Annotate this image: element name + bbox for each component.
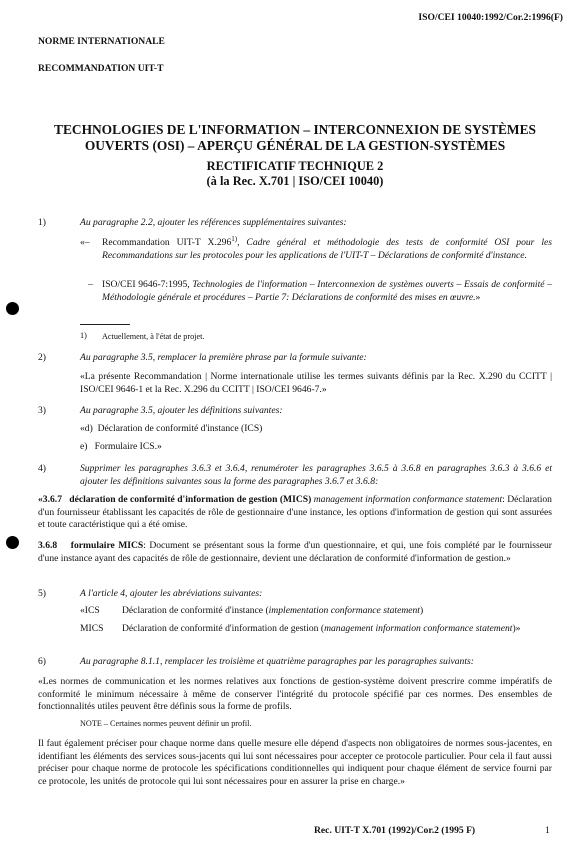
punch-hole <box>6 302 19 315</box>
footnote-number: 1) <box>80 331 87 340</box>
title-block <box>30 122 560 188</box>
abbreviation-mics-text: Déclaration de conformité d'information de gestion (management information conformance statement)» <box>122 623 521 634</box>
rectificatif-title: RECTIFICATIF TECHNIQUE 2 <box>206 159 384 173</box>
item-instruction: A l'article 4, ajouter les abréviations suivantes: <box>80 588 263 599</box>
item-instruction: Au paragraphe 3.5, ajouter les définitions suivantes: <box>80 405 283 416</box>
reference-iso9646-7: ISO/CEI 9646-7:1995, Technologies de l'information – Interconnexion de systèmes ouverts – Essais de conformité – Méthodologie générale et procédures – Partie 7: Déclarations de conformité des mises en œuvre.» <box>102 279 552 303</box>
recommandation-label: RECOMMANDATION UIT-T <box>38 63 164 74</box>
item-instruction: Supprimer les paragraphes 3.6.3 et 3.6.4, renuméroter les paragraphes 3.6.5 à 3.6.8 en paragraphes 3.6.3 à 3.6.6 et ajouter les définitions suivantes sous la forme des paragraphes 3.6.7 et 3.6.8: <box>80 463 552 487</box>
reference-x296: Recommandation UIT-T X.296$^{1)}$, Cadre général et méthodologie des tests de conformité OSI pour les Recommandations sur les protocoles pour les applications de l'UIT-T – Déclarations de conformité d'instance. <box>102 234 553 261</box>
abbreviation-ics-text: Déclaration de conformité d'instance (implementation conformance statement) <box>122 605 424 616</box>
item-number: 3) <box>38 405 46 416</box>
reference-dash: – <box>88 279 93 290</box>
item-number: 1) <box>38 217 46 228</box>
definition-e: e) Formulaire ICS.» <box>80 441 162 452</box>
paragraph-normes: «Les normes de communication et les normes relatives aux fonctions de gestion-système doivent prescrire comme impératifs de conformité le minimum nécessaire à même de conserver l'intégrité du protocole spécifié par ces normes. Des ensembles de fonctionnalités utiles peuvent être définis sous la forme de profils. <box>38 676 552 713</box>
title-line-2: OUVERTS (OSI) – APERÇU GÉNÉRAL DE LA GESTION-SYSTÈMES <box>84 137 506 153</box>
footnote-rule <box>80 324 130 325</box>
definition-d: «d) Déclaration de conformité d'instance (ICS) <box>80 423 263 434</box>
title-line-1: TECHNOLOGIES DE L'INFORMATION – INTERCONNEXION DE SYSTÈMES <box>54 122 536 137</box>
footer-reference: Rec. UIT-T X.701 (1992)/Cor.2 (1995 F) <box>314 825 476 836</box>
abbreviation-mics: MICS <box>80 623 104 634</box>
footnote-text: Actuellement, à l'état de projet. <box>102 332 205 341</box>
item-number: 2) <box>38 352 46 363</box>
item-number: 6) <box>38 656 46 667</box>
abbreviation-ics: «ICS <box>80 605 100 616</box>
paragraph-preciser: Il faut également préciser pour chaque norme dans quelle mesure elle dépend d'aspects non obligatoires de normes sous-jacentes, en identifiant les éléments des services sous-jacents qui lui sont nécessaires pour accepter ce protocole particulier. Pour cela il faut aussi préciser pour chaque norme de protocole les spécifications conditionnelles qui indiquent pour chaque élément de service fourni par ce protocole, les unités de protocole qui lui sont nécessaires pour en assurer la prise en charge.» <box>38 738 552 787</box>
rectificatif-reference: (à la Rec. X.701 | ISO/CEI 10040) <box>206 173 384 188</box>
page-number: 1 <box>545 825 550 836</box>
punch-hole <box>6 536 19 549</box>
item-instruction: Au paragraphe 2.2, ajouter les références supplémentaires suivantes: <box>80 217 347 228</box>
item-number: 4) <box>38 463 46 474</box>
definition-3-6-8: 3.6.8 formulaire MICS: Document se présentant sous la forme d'un questionnaire, et qui, une fois complété par le fournisseur d'une instance ayant des capacités de rôle de gestionnaire, devient une déclaration de conformité d'information de gestion.» <box>38 540 553 564</box>
item-instruction: Au paragraphe 8.1.1, remplacer les troisième et quatrième paragraphes par les paragraphes suivants: <box>80 656 474 667</box>
item-instruction: Au paragraphe 3.5, remplacer la première phrase par la formule suivante: <box>80 352 367 363</box>
note: NOTE – Certaines normes peuvent définir un profil. <box>80 719 252 728</box>
reference-dash: «– <box>80 237 90 248</box>
item-number: 5) <box>38 588 46 599</box>
document-reference: ISO/CEI 10040:1992/Cor.2:1996(F) <box>418 12 563 23</box>
item-text: «La présente Recommandation | Norme internationale utilise les termes suivants définis par la Rec. X.290 du CCITT | ISO/CEI 9646-1 et la Rec. X.296 du CCITT | ISO/CEI 9646-7.» <box>80 371 552 395</box>
definition-3-6-7: «3.6.7 déclaration de conformité d'information de gestion (MICS) management information conformance statement: Déclaration d'un fournisseur établissant les capacités de rôle de gestionnaire d'une instance, les options d'information de gestion qui sont assurées et toute caractéristique qui a été omise. <box>38 494 552 531</box>
norme-internationale-label: NORME INTERNATIONALE <box>38 36 165 47</box>
